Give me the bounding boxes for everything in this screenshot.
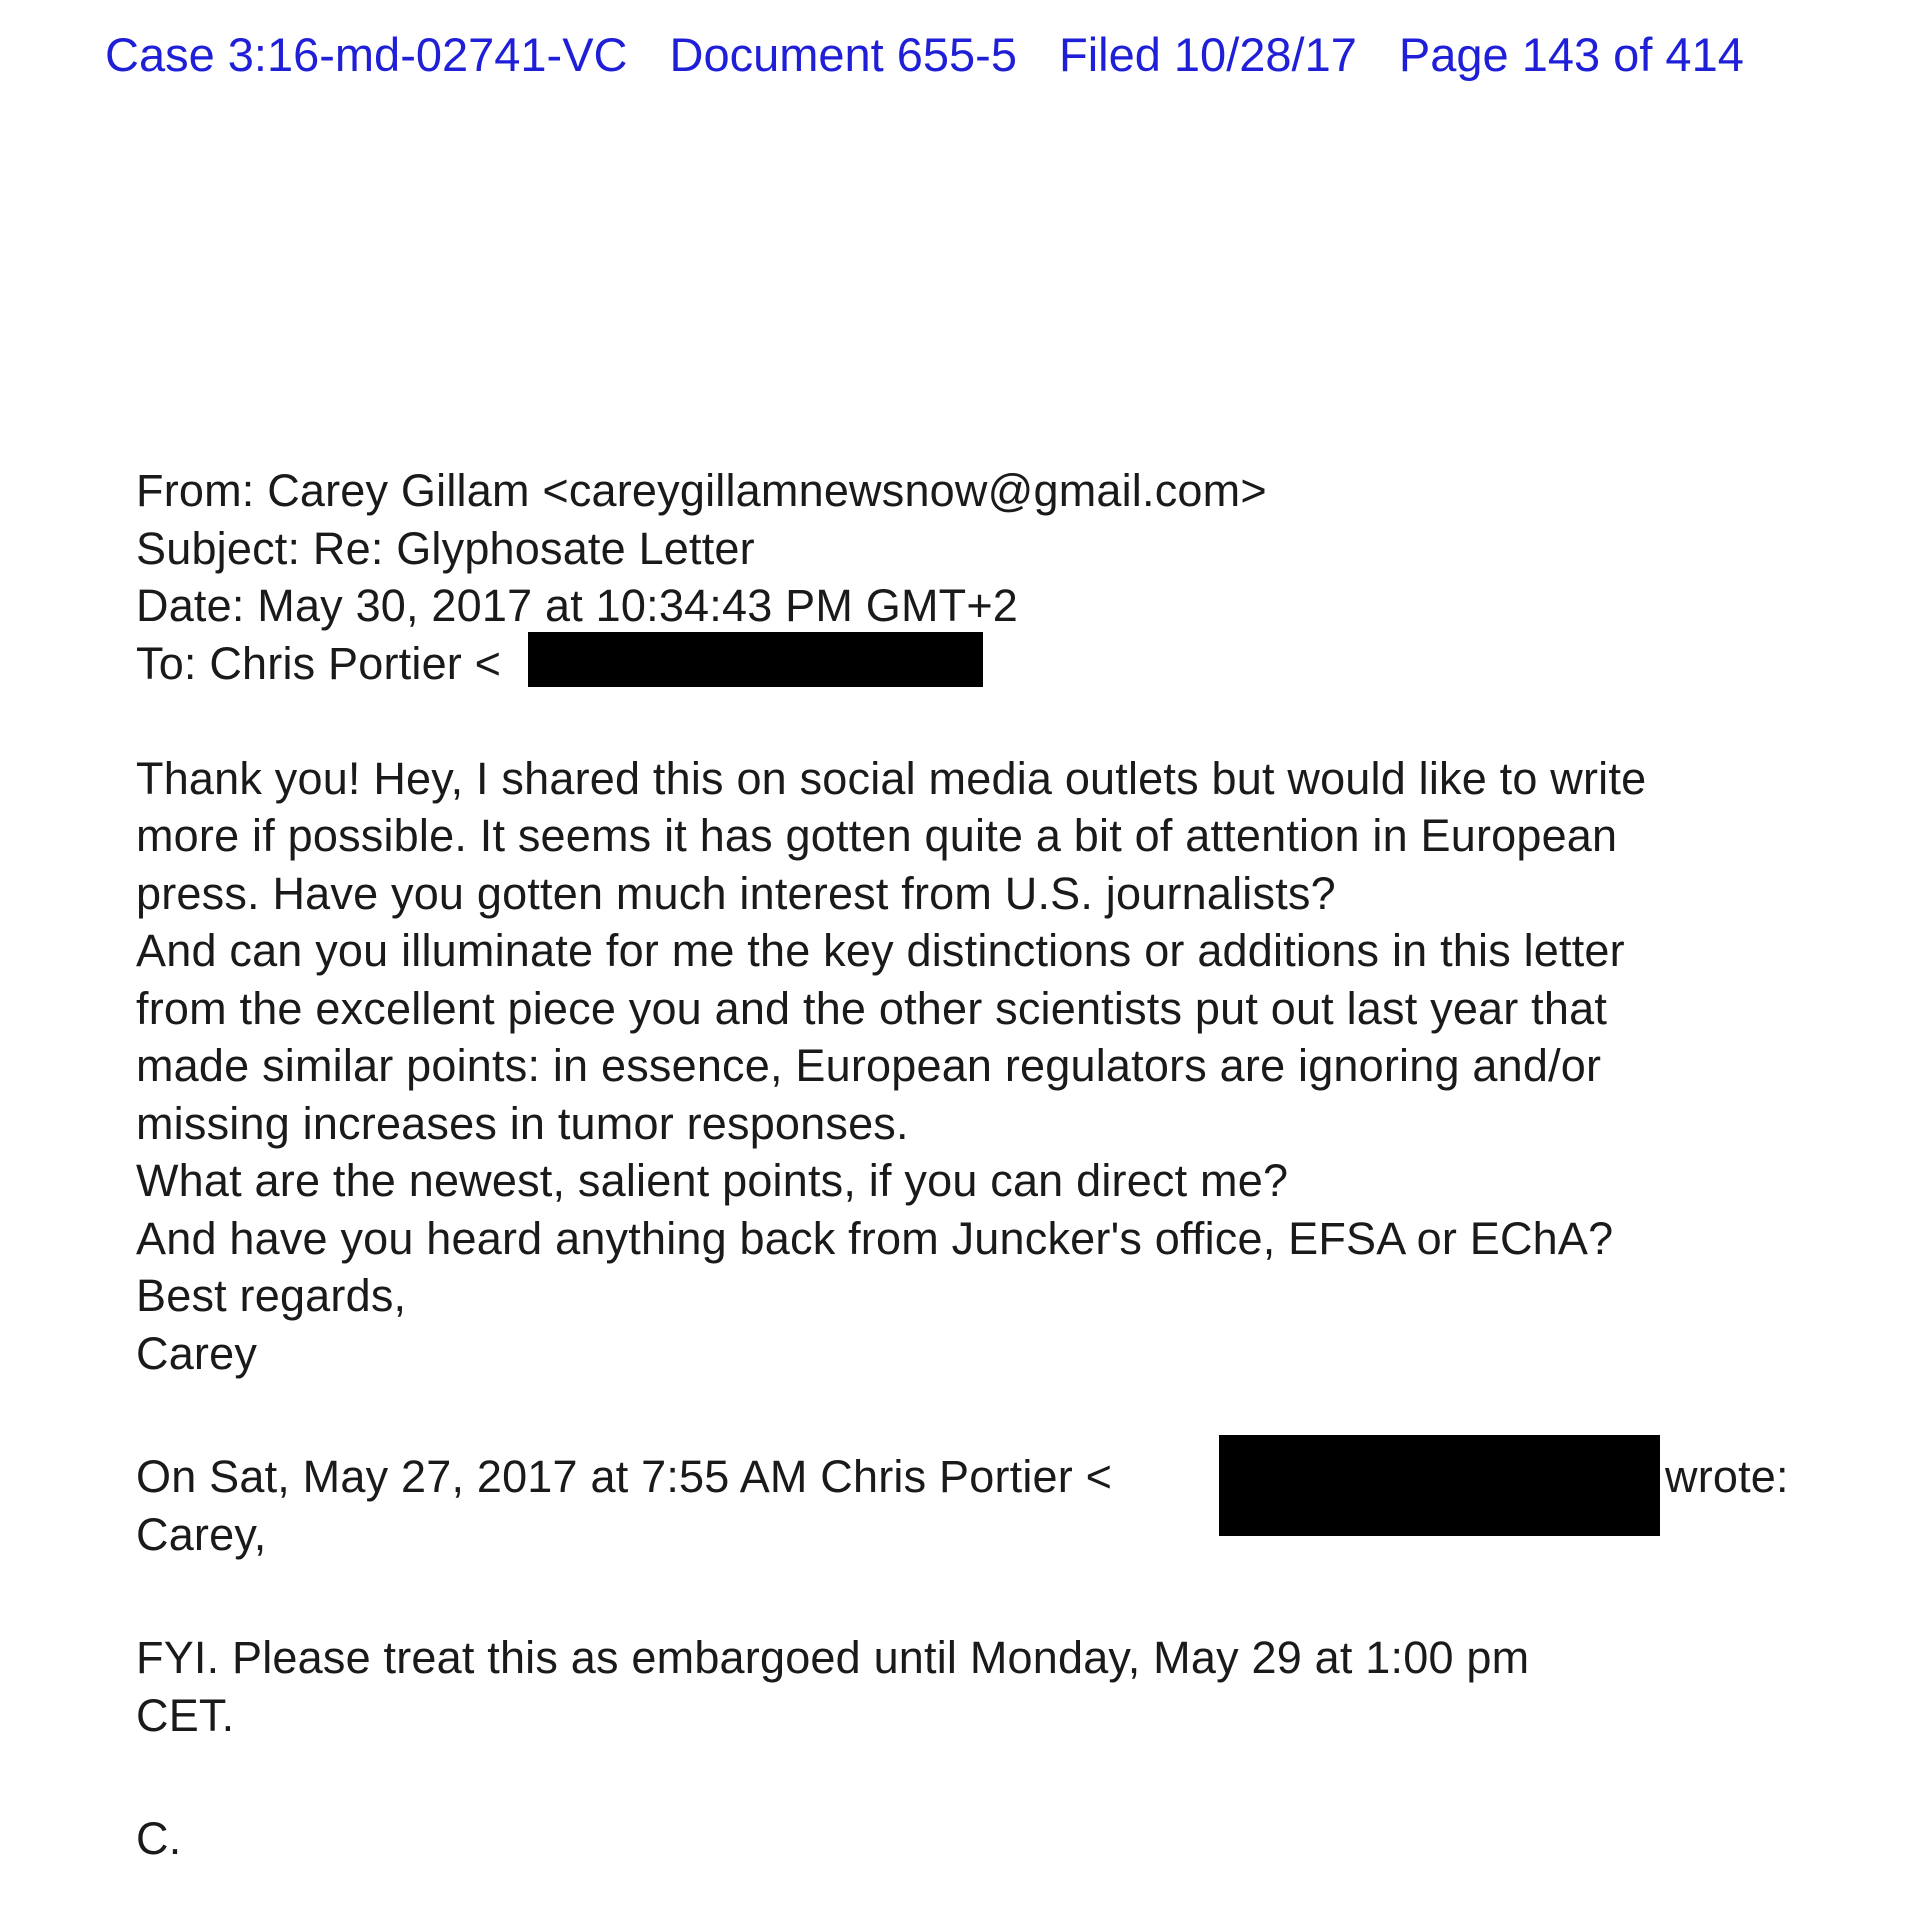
body-line: made similar points: in essence, European regulators are ignoring and/or <box>136 1040 1602 1091</box>
quoted-body-line: CET. <box>136 1689 235 1741</box>
redaction-box-quoted <box>1219 1435 1660 1536</box>
email-from: From: Carey Gillam <careygillamnewsnow@gmail.com> <box>136 465 1267 516</box>
body-line: press. Have you gotten much interest from U.S. journalists? <box>136 867 1336 919</box>
body-line: Carey <box>136 1327 258 1379</box>
case-header <box>105 28 1885 82</box>
quoted-signoff: C. <box>136 1813 182 1864</box>
body-line: from the excellent piece you and the other scientists put out last year that <box>136 982 1608 1034</box>
body-line: What are the newest, salient points, if you can direct me? <box>136 1155 1289 1206</box>
email-date: Date: May 30, 2017 at 10:34:43 PM GMT+2 <box>136 580 1019 631</box>
body-line: more if possible. It seems it has gotten quite a bit of attention in European <box>136 810 1618 861</box>
case-number: Case 3:16-md-02741-VC <box>105 28 628 81</box>
redaction-box-to <box>528 632 983 687</box>
document-number: Document 655-5 <box>669 28 1017 81</box>
filed-date: Filed 10/28/17 <box>1058 28 1357 81</box>
email-subject: Subject: Re: Glyphosate Letter <box>136 522 755 574</box>
page-number: Page 143 of 414 <box>1398 28 1744 81</box>
quoted-body-line: FYI. Please treat this as embargoed until Monday, May 29 at 1:00 pm <box>136 1632 1530 1683</box>
quoted-intro: On Sat, May 27, 2017 at 7:55 AM Chris Portier < <box>136 1451 1113 1502</box>
quoted-wrote: wrote: <box>1665 1451 1789 1502</box>
body-line: And can you illuminate for me the key distinctions or additions in this letter <box>136 925 1625 976</box>
body-line: Best regards, <box>136 1270 407 1321</box>
email-body <box>136 462 1836 1868</box>
body-line: Thank you! Hey, I shared this on social media outlets but would like to write <box>136 752 1647 804</box>
email-to: To: Chris Portier < <box>136 637 502 689</box>
body-line: missing increases in tumor responses. <box>136 1097 909 1149</box>
quoted-greeting: Carey, <box>136 1508 267 1560</box>
body-line: And have you heard anything back from Juncker's office, EFSA or EChA? <box>136 1212 1614 1264</box>
